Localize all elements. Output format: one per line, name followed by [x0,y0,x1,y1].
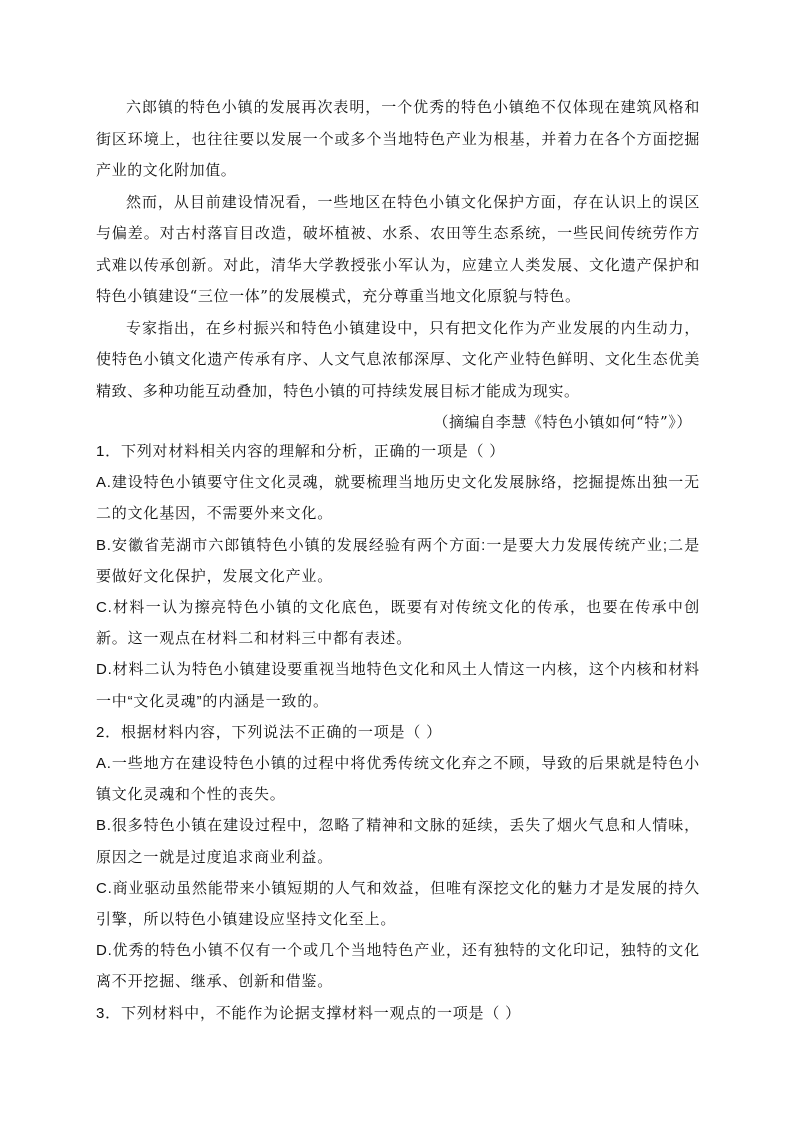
question-option-d: D.优秀的特色小镇不仅有一个或几个当地特色产业，还有独特的文化印记，独特的文化离不开挖掘、继承、创新和借鉴。 [96,942,700,991]
question-option-a: A.建设特色小镇要守住文化灵魂，就要梳理当地历史文化发展脉络，挖掘提炼出独一无二的文化基因，不需要外来文化。 [96,474,700,523]
question-option-b: B.很多特色小镇在建设过程中，忽略了精神和文脉的延续，丢失了烟火气息和人情味，原因之一就是过度追求商业利益。 [96,817,700,866]
passage-source: （摘编自李慧《特色小镇如何“特”》） [433,413,692,431]
question-stem: 1．下列对材料相关内容的理解和分析，正确的一项是（ ） [96,443,506,460]
passage-paragraph-3: 专家指出，在乡村振兴和特色小镇建设中，只有把文化作为产业发展的内生动力，使特色小镇文化遗产传承有序、人文气息浓郁深厚、文化产业特色鲜明、文化生态优美精致、多种功能互动叠加，特色小镇的可持续发展目标才能成为现实。 [96,318,700,400]
question-list [96,436,700,1029]
question-option-c: C.商业驱动虽然能带来小镇短期的人气和效益，但唯有深挖文化的魅力才是发展的持久引擎，所以特色小镇建设应坚持文化至上。 [96,879,700,929]
question-stem: 2．根据材料内容，下列说法不正确的一项是（ ） [96,723,442,741]
passage-paragraph-1: 六郎镇的特色小镇的发展再次表明，一个优秀的特色小镇绝不仅体现在建筑风格和街区环境上，也往往要以发展一个或多个当地特色产业为根基，并着力在各个方面挖掘产业的文化附加值。 [96,98,700,179]
reading-passage [96,92,700,439]
question-option-c: C.材料一认为擦亮特色小镇的文化底色，既要有对传统文化的传承，也要在传承中创新。这一观点在材料二和材料三中都有表述。 [96,599,700,648]
question-stem: 3．下列材料中，不能作为论据支撑材料一观点的一项是（ ） [96,1004,521,1022]
question-3 [96,998,700,1029]
question-option-b: B.安徽省芜湖市六郎镇特色小镇的发展经验有两个方面:一是要大力发展传统产业;二是要做好文化保护，发展文化产业。 [96,536,700,585]
question-option-a: A.一些地方在建设特色小镇的过程中将优秀传统文化弃之不顾，导致的后果就是特色小镇文化灵魂和个性的丧失。 [96,755,700,804]
question-1 [96,436,700,717]
question-2 [96,717,700,998]
passage-paragraph-2: 然而，从目前建设情况看，一些地区在特色小镇文化保护方面，存在认识上的误区与偏差。对古村落盲目改造，破坏植被、水系、农田等生态系统，一些民间传统劳作方式难以传承创新。对此，清华大学教授张小军认为，应建立人类发展、文化遗产保护和特色小镇建设“三位一体”的发展模式，充分尊重当地文化原貌与特色。 [96,192,700,305]
question-option-d: D.材料二认为特色小镇建设要重视当地特色文化和风土人情这一内核，这个内核和材料一中“文化灵魂”的内涵是一致的。 [96,661,700,710]
